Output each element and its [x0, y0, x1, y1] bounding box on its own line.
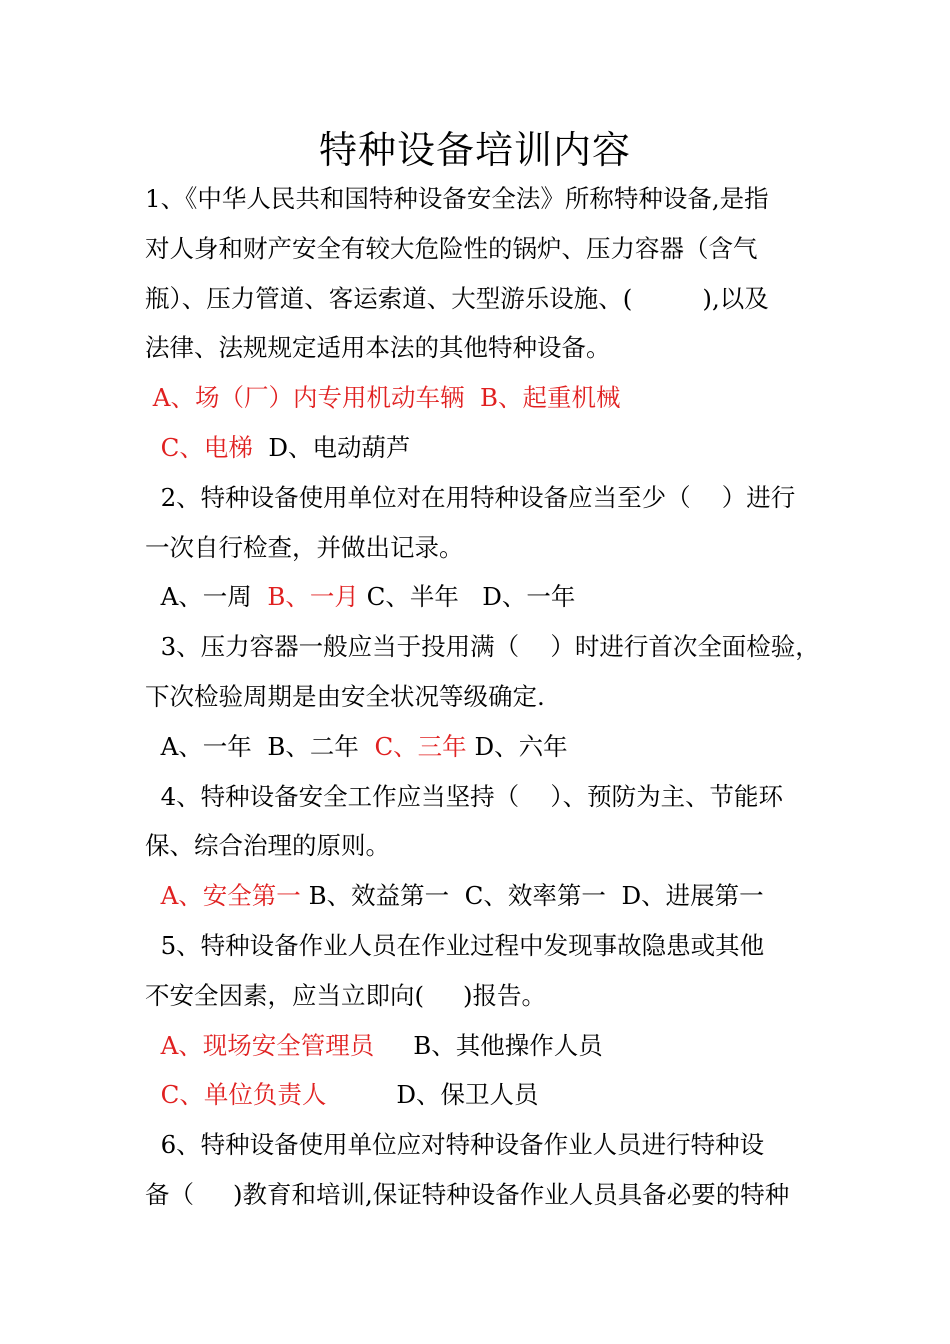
text-segment: 对人身和财产安全有较大危险性的锅炉、压力容器（含气 [145, 233, 758, 263]
answer-text: A、现场安全管理员 [145, 1030, 375, 1060]
answer-text: A、安全第一 [145, 881, 301, 911]
text-segment: 5、特种设备作业人员在作业过程中发现事故隐患或其他 [145, 931, 765, 960]
text-line [145, 1021, 825, 1071]
text-line [145, 473, 825, 523]
answer-text: C、单位负责人 [145, 1080, 327, 1110]
text-segment: A、一年 B、二年 [145, 731, 375, 761]
text-segment: 3、压力容器一般应当于投用满（ ）时进行首次全面检验， [145, 632, 820, 662]
text-segment: B、效益第一 C、效率第一 D、进展第一 [300, 881, 764, 911]
text-line [145, 274, 825, 324]
text-line [145, 572, 825, 622]
text-line [145, 1170, 825, 1220]
text-segment: 瓶）、压力管道、客运索道、大型游乐设施、( ),以及 [145, 283, 769, 313]
text-line [145, 1120, 825, 1170]
text-segment: A、一周 [145, 582, 268, 612]
text-segment: D、六年 [466, 731, 568, 761]
text-line [145, 871, 825, 921]
text-segment: 保、综合治理的原则。 [145, 831, 390, 861]
text-line [145, 921, 825, 971]
text-segment: 备（ )教育和培训,保证特种设备作业人员具备必要的特种 [145, 1180, 790, 1209]
text-line [145, 821, 825, 871]
text-segment: C、半年 D、一年 [358, 582, 576, 612]
text-line [145, 373, 825, 423]
text-line [145, 722, 825, 772]
text-segment: 2、特种设备使用单位对在用特种设备应当至少（ ）进行 [145, 482, 796, 512]
text-line [145, 772, 825, 822]
text-line [145, 672, 825, 722]
answer-text: B、一月 [267, 582, 359, 612]
text-line [145, 323, 825, 373]
text-segment: 下次检验周期是由安全状况等级确定. [145, 682, 545, 711]
document-title: 特种设备培训内容 [318, 128, 631, 172]
text-line [145, 622, 825, 672]
answer-text: C、电梯 [145, 433, 253, 462]
text-segment: 1、《中华人民共和国特种设备安全法》所称特种设备,是指 [145, 184, 769, 213]
text-segment: 法律、法规规定适用本法的其他特种设备。 [145, 333, 611, 363]
text-segment: D、电动葫芦 [252, 433, 411, 462]
text-line [145, 971, 825, 1021]
text-line [145, 523, 825, 573]
text-segment: B、其他操作人员 [374, 1030, 603, 1060]
text-segment: 4、特种设备安全工作应当坚持（ ）、预防为主、节能环 [145, 781, 784, 811]
text-line [145, 174, 825, 224]
text-segment: 不安全因素，应当立即向( )报告。 [145, 980, 547, 1010]
answer-text: C、三年 [374, 731, 467, 761]
answer-text: A、场（厂）内专用机动车辆 B、起重机械 [145, 383, 621, 413]
text-line [145, 1070, 825, 1120]
text-line [145, 224, 825, 274]
text-segment: 一次自行检查，并做出记录。 [145, 532, 464, 562]
text-segment: D、保卫人员 [326, 1080, 539, 1110]
text-segment: 6、特种设备使用单位应对特种设备作业人员进行特种设 [145, 1130, 765, 1160]
text-line [145, 423, 825, 473]
